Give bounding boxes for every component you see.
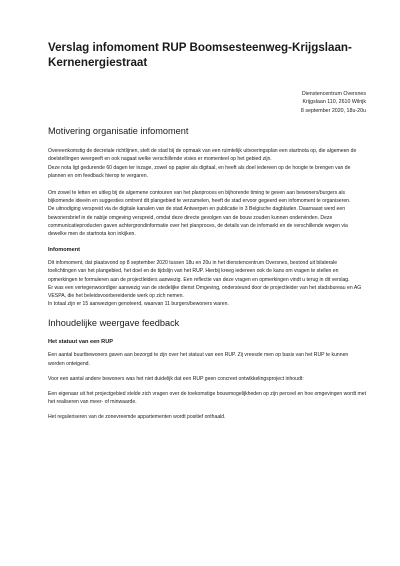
paragraph: Overeenkomstig de decretale richtlijnen, stelt de stad bij de opmaak van een ruimtelijk uitvoeringsplan een startnota op, die algemeen de doelstellingen weergeeft en ook nagaat welke verschillende visies er momenteel op het gebied zijn. bbox=[48, 148, 357, 163]
paragraph: Het reguleriseren van de zonevreemde appartementen wordt positief onthaald. bbox=[48, 414, 226, 421]
section-heading-motivering: Motivering organisatie infomoment bbox=[48, 126, 189, 137]
title-line-2: Kernenergiestraat bbox=[48, 56, 148, 69]
subheading-infomoment: Infomoment bbox=[48, 247, 81, 254]
section-heading-feedback: Inhoudelijke weergave feedback bbox=[48, 318, 180, 329]
paragraph: In totaal zijn er 15 aanwezigen genoteerd, waarvan 11 burgers/bewoners waren. bbox=[48, 301, 229, 308]
paragraph: Om zowel te letten en uitleg bij de algemene contouren van het planproces en bijhorende timing te geven aan bewoners/burgers als bijkomende ideeën en suggesties omtrent dit plangebied te verzamelen, heeft de stad ervoor gegeerd een infomoment te organiseren. bbox=[48, 190, 351, 205]
paragraph: Een eigenaar uit het projectgebied stelde zich vragen over de toekomstige bouwmogelijkheden op zijn perceel en hoe omgevingen wordt met het realiseren van meer- of minwaarde. bbox=[48, 391, 366, 406]
paragraph: Voor een aantal andere bewoners was het niet duidelijk dat een RUP geen concreet ontwikkelingsproject inhoudt: bbox=[48, 375, 304, 382]
address-block bbox=[48, 90, 366, 115]
address-street: Krijgslaan 110, 2610 Wilrijk bbox=[302, 99, 366, 106]
paragraph: Dit infomoment, dat plaatsvond op 8 september 2020 tussen 18u en 20u in het dienstencentrum Oversnes, bestond uit bilaterale toelichtingen van het plangebied, het doel en de tijdslijn van het RUP. Hierbij kreeg iedereen ook de kans om vragen te stellen en opmerkingen te formuleren aan de projectleiders aanwezig. Een reflectie van deze vragen en opmerkingen vindt u terug in dit verslag. bbox=[48, 260, 350, 283]
subheading-statuut: Het statuut van een RUP bbox=[48, 339, 113, 346]
paragraph: Een aantal buurtbewoners gaven aan bezorgd te zijn over het statuut van een RUP. Zij vreesde men op basis van het RUP te kunnen worden onteigend. bbox=[48, 352, 349, 367]
title-line-1: Verslag infomoment RUP Boomsesteenweg-Krijgslaan- bbox=[48, 41, 352, 54]
paragraph: Er was een vertegenwoordiger aanwezig van de stedelijke dienst Omgeving, ondersteund door de projectleider van het stadsbureau en AG VESPA, die het beleidsvoorbereidende werk op zich nemen. bbox=[48, 284, 362, 300]
address-venue: Dienstencentrum Oversnes bbox=[301, 91, 366, 97]
paragraph: Deze nota ligt gedurende 60 dagen ter inzage, zowel op papier als digitaal, en heeft als doel iedereen op de hoogte te brengen van de plannen en om feedback hierop te vergaren. bbox=[48, 164, 351, 179]
paragraph: De uitnodiging verspreid via de digitale kanalen van de stad Antwerpen en publicatie in 3 Belgische dagbladen. Daarnaast werd een bewonersbrief in de nabije omgeving verspreid, omdat deze directe gevolgen van de bouw zouden kunnen ondervinden. Deze communicatieproducten gaven achtergrondinformatie over het planproces, de details van de infomarkt en de verschillende wegen via dewelke men de startnota kon inkijken. bbox=[48, 206, 348, 238]
document-title bbox=[48, 40, 366, 70]
address-date: 8 september 2020, 18u-20u bbox=[300, 107, 366, 114]
